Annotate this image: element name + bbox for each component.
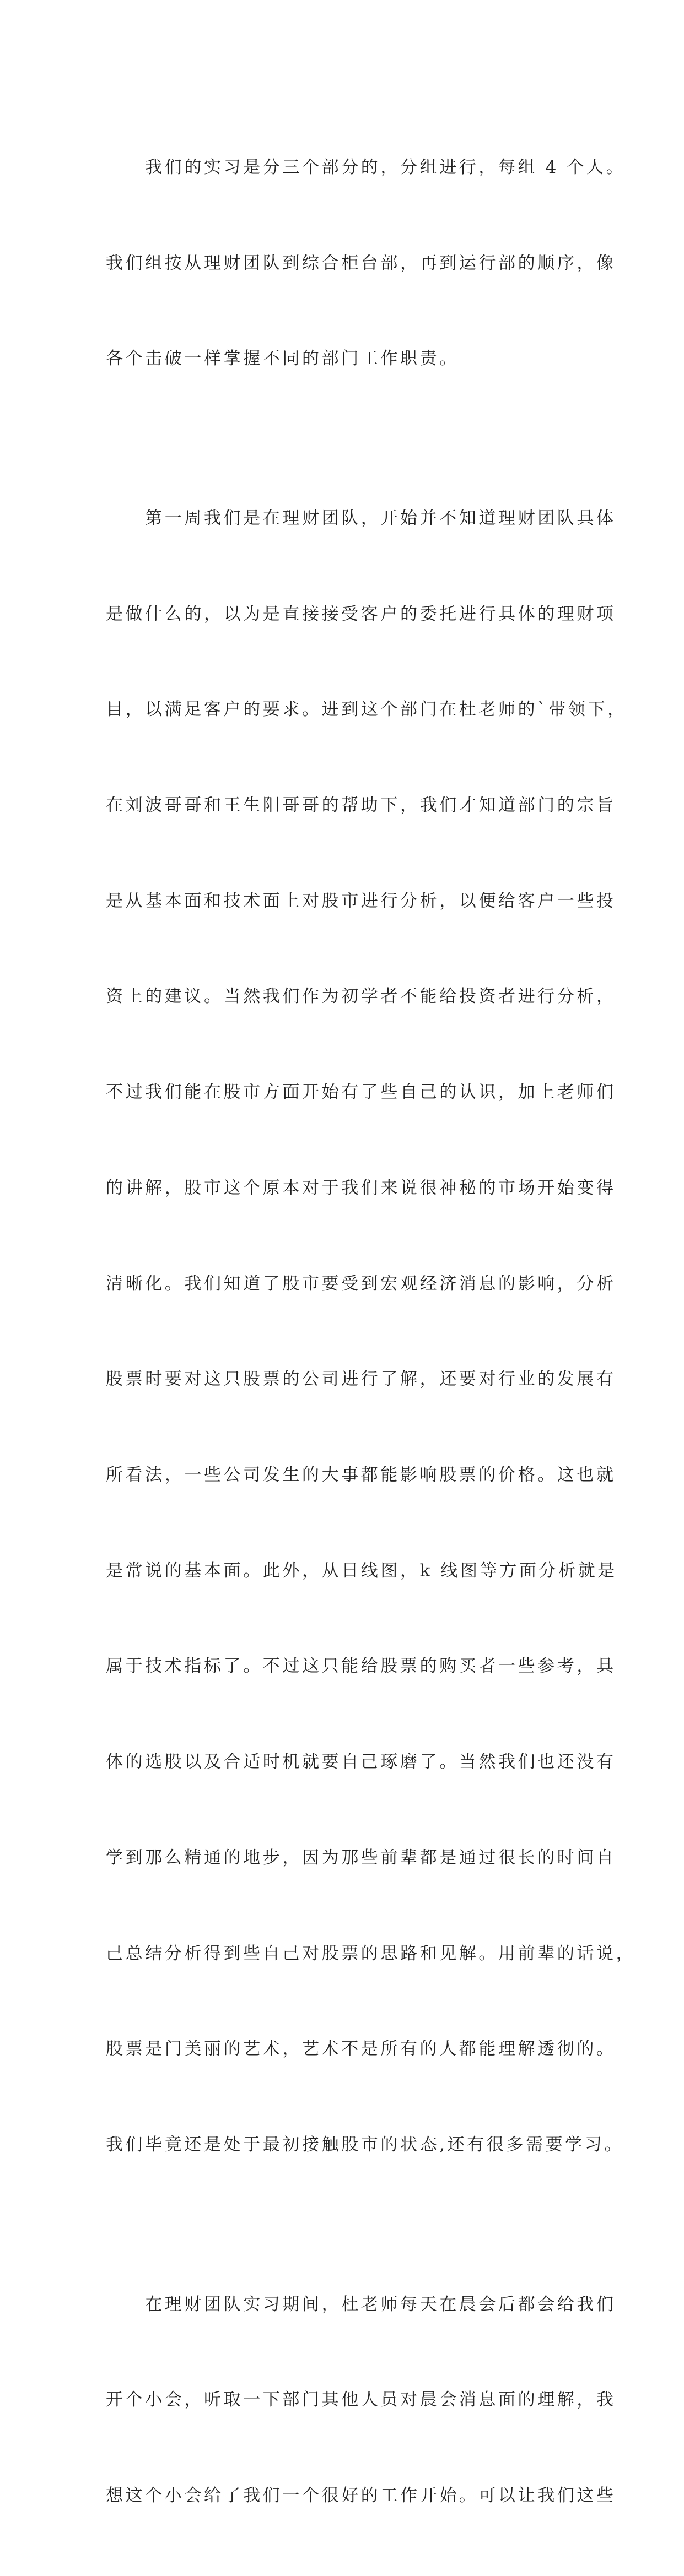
text-line: 的讲解，股市这个原本对于我们来说很神秘的市场开始变得	[106, 1178, 616, 1198]
text-line: 想这个小会给了我们一个很好的工作开始。可以让我们这些	[106, 2485, 616, 2506]
text-line: 是常说的基本面。此外，从日线图，k 线图等方面分析就是	[106, 1560, 617, 1581]
document-body	[106, 88, 636, 2576]
text-line: 所看法，一些公司发生的大事都能影响股票的价格。这也就	[106, 1465, 616, 1485]
paragraph-morning-meeting	[106, 2225, 616, 2576]
text-line: 开个小会，听取一下部门其他人员对晨会消息面的理解，我	[106, 2390, 616, 2410]
text-line: 清晰化。我们知道了股市要受到宏观经济消息的影响，分析	[106, 1273, 616, 1294]
paragraph-internship-structure	[106, 88, 626, 439]
text-line: 己总结分析得到些自己对股票的思路和见解。用前辈的话说，	[106, 1943, 636, 1964]
text-line: 我们毕竟还是处于最初接触股市的状态,还有很多需要学习。	[106, 2135, 624, 2155]
paragraph-first-week	[106, 439, 636, 2225]
text-line: 体的选股以及合适时机就要自己琢磨了。当然我们也还没有	[106, 1752, 616, 1772]
text-line: 是做什么的，以为是直接接受客户的委托进行具体的理财项	[106, 604, 616, 624]
text-line: 资上的建议。当然我们作为初学者不能给投资者进行分析，	[106, 986, 616, 1007]
text-line: 我们组按从理财团队到综合柜台部，再到运行部的顺序，像	[106, 253, 616, 273]
text-line: 学到那么精通的地步，因为那些前辈都是通过很长的时间自	[106, 1847, 616, 1868]
text-line: 在理财团队实习期间，杜老师每天在晨会后都会给我们	[106, 2294, 616, 2314]
text-line: 股票是门美丽的艺术，艺术不是所有的人都能理解透彻的。	[106, 2039, 616, 2059]
text-line: 第一周我们是在理财团队，开始并不知道理财团队具体	[106, 508, 616, 528]
text-line: 股票时要对这只股票的公司进行了解，还要对行业的发展有	[106, 1369, 616, 1390]
text-line: 目，以满足客户的要求。进到这个部门在杜老师的`带领下，	[106, 699, 627, 720]
text-line: 在刘波哥哥和王生阳哥哥的帮助下，我们才知道部门的宗旨	[106, 795, 616, 815]
text-line: 属于技术指标了。不过这只能给股票的购买者一些参考，具	[106, 1656, 616, 1677]
text-line: 各个击破一样掌握不同的部门工作职责。	[106, 349, 459, 369]
text-line: 是从基本面和技术面上对股市进行分析，以便给客户一些投	[106, 891, 616, 911]
text-line: 我们的实习是分三个部分的，分组进行，每组 4 个人。	[106, 157, 626, 177]
text-line: 不过我们能在股市方面开始有了些自己的认识，加上老师们	[106, 1082, 616, 1103]
